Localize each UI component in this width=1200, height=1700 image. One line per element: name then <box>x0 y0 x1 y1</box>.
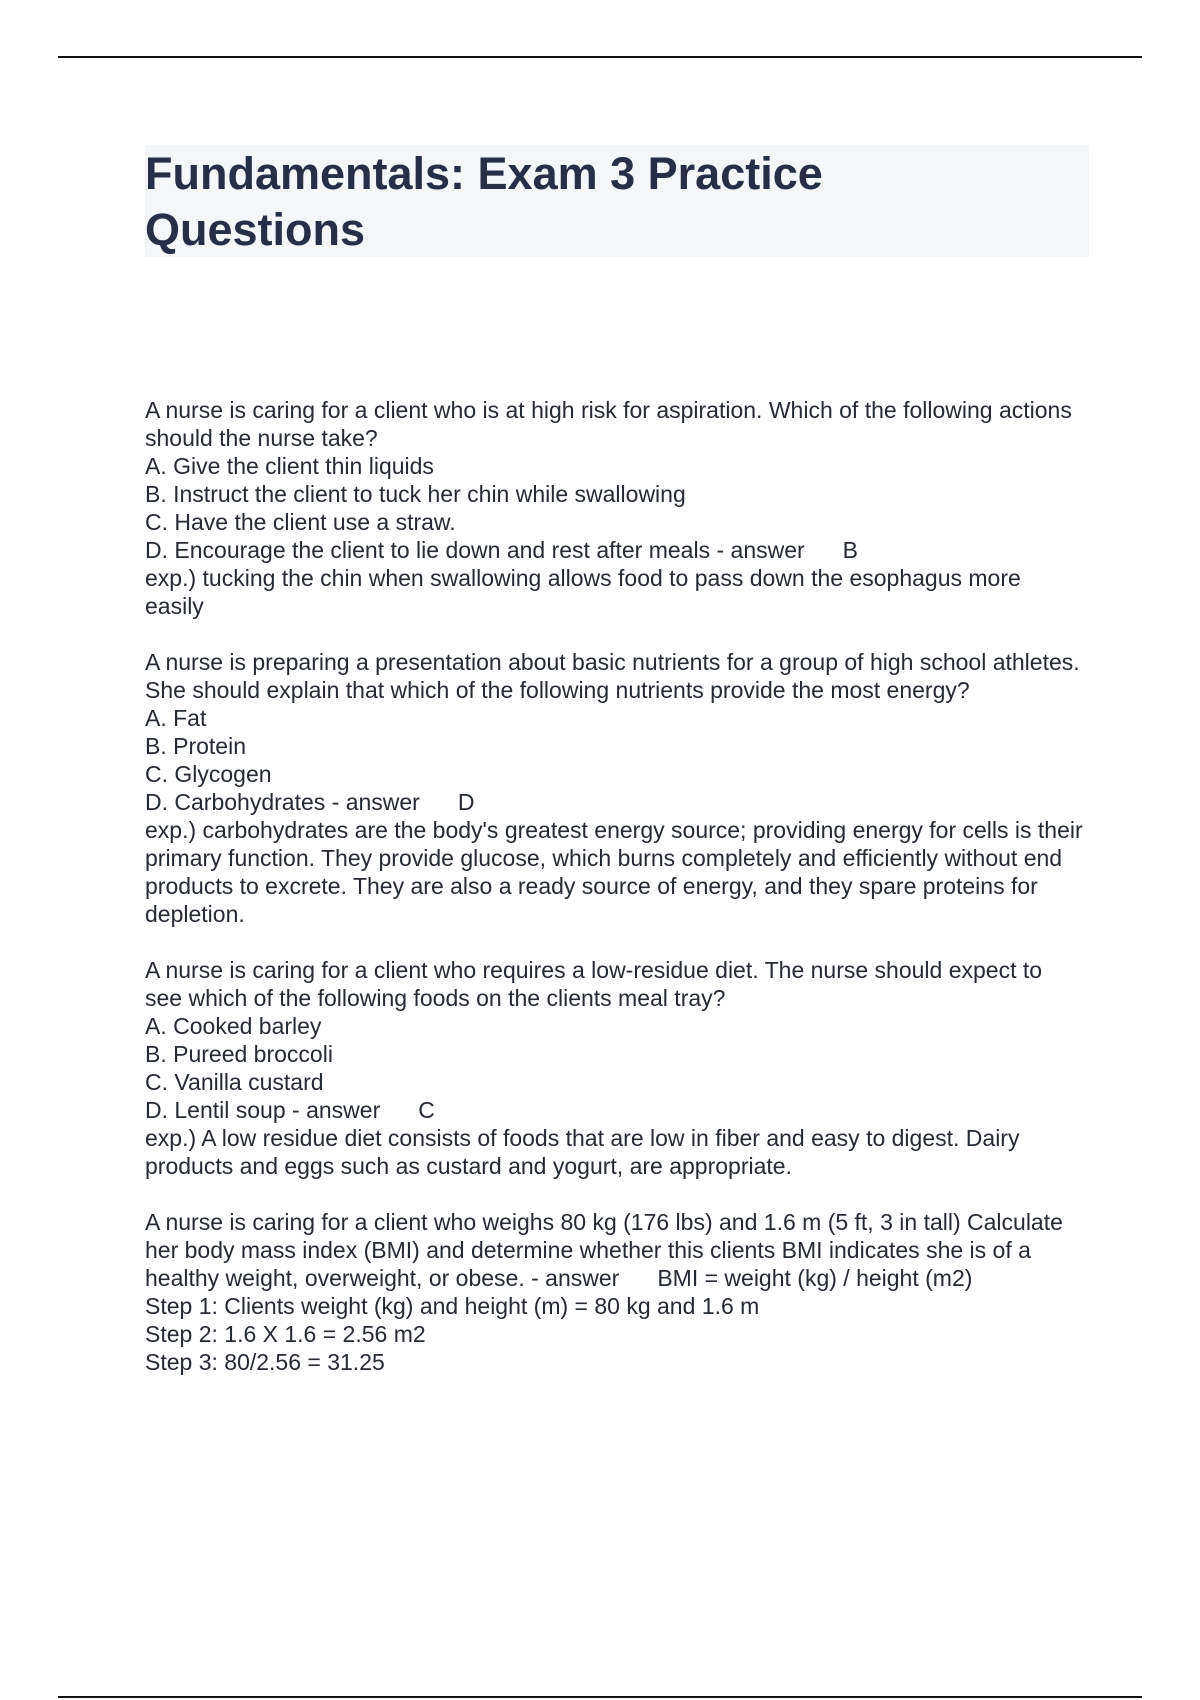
question-3 <box>145 956 1085 1180</box>
answer-option: C. Have the client use a straw. <box>145 509 456 535</box>
question-stem: A nurse is caring for a client who is at high risk for aspiration. Which of the following actions should the nurse take? <box>145 397 1079 451</box>
answer-line <box>145 536 1085 564</box>
question-stem: A nurse is preparing a presentation about basic nutrients for a group of high school athletes. She should explain that which of the following nutrients provide the most energy? <box>145 649 1087 703</box>
answer-option: C. Vanilla custard <box>145 1069 324 1095</box>
calculation-step: Step 3: 80/2.56 = 31.25 <box>145 1349 385 1375</box>
answer-option: B. Protein <box>145 733 246 759</box>
answer-key: C <box>418 1097 435 1123</box>
answer-option: A. Cooked barley <box>145 1013 322 1039</box>
explanation: exp.) A low residue diet consists of foods that are low in fiber and easy to digest. Dairy products and eggs such as custard and yogurt, are appropriate. <box>145 1125 1026 1179</box>
question-stem: A nurse is caring for a client who requires a low-residue diet. The nurse should expect to see which of the following foods on the clients meal tray? <box>145 957 1049 1011</box>
question-4-bmi <box>145 1208 1085 1376</box>
calculation-step: Step 2: 1.6 X 1.6 = 2.56 m2 <box>145 1321 426 1347</box>
bmi-question-text: A nurse is caring for a client who weighs 80 kg (176 lbs) and 1.6 m (5 ft, 3 in tall) Calculate her body mass index (BMI) and determine whether this clients BMI indicates she is of a healthy weight, overweight, or obese. - answer <box>145 1209 1070 1291</box>
calculation-step: Step 1: Clients weight (kg) and height (m) = 80 kg and 1.6 m <box>145 1293 760 1319</box>
answer-line <box>145 788 1085 816</box>
answer-option: A. Give the client thin liquids <box>145 453 434 479</box>
bottom-rule <box>58 1696 1142 1698</box>
top-rule <box>58 56 1142 58</box>
answer-option: C. Glycogen <box>145 761 272 787</box>
question-1 <box>145 396 1085 620</box>
answer-option: D. Carbohydrates - answer <box>145 789 420 815</box>
question-2 <box>145 648 1090 928</box>
document-body <box>145 396 1090 1404</box>
document-title: Fundamentals: Exam 3 Practice Questions <box>145 148 823 255</box>
answer-option: B. Instruct the client to tuck her chin while swallowing <box>145 481 686 507</box>
answer-option: D. Encourage the client to lie down and rest after meals - answer <box>145 537 805 563</box>
explanation: exp.) carbohydrates are the body's greatest energy source; providing energy for cells is their primary function. They provide glucose, which burns completely and efficiently without end products to excrete. They are also a ready source of energy, and they spare proteins for depletion. <box>145 817 1090 927</box>
question-stem <box>145 1208 1085 1292</box>
answer-key: B <box>842 537 859 563</box>
answer-key: D <box>457 789 475 815</box>
bmi-answer: BMI = weight (kg) / height (m2) <box>657 1265 973 1291</box>
answer-option: D. Lentil soup - answer <box>145 1097 381 1123</box>
answer-option: A. Fat <box>145 705 207 731</box>
answer-line <box>145 1096 1085 1124</box>
explanation: exp.) tucking the chin when swallowing allows food to pass down the esophagus more easily <box>145 565 1028 619</box>
answer-option: B. Pureed broccoli <box>145 1041 333 1067</box>
